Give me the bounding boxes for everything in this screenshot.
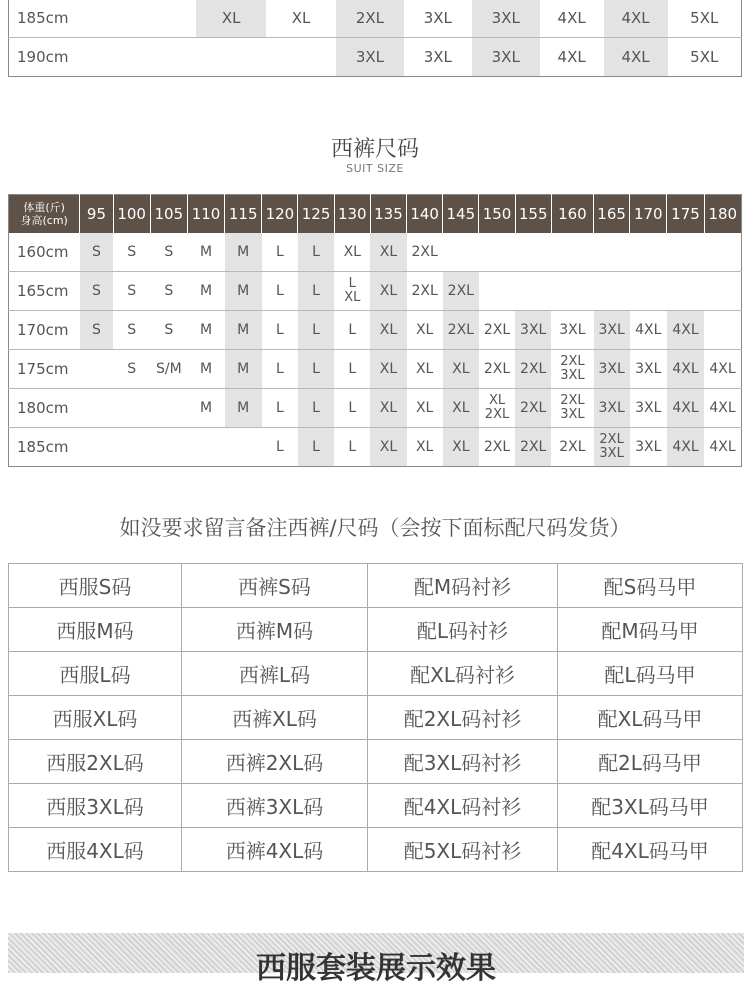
weight-header: 150 <box>479 195 515 234</box>
size-cell: 3XL <box>336 38 404 77</box>
size-cell <box>515 272 551 311</box>
weight-header: 100 <box>113 195 150 234</box>
set-cell: 配3XL码马甲 <box>558 784 743 828</box>
size-cell: S <box>113 233 150 272</box>
size-cell: 2XL <box>443 272 479 311</box>
row-height-label: 160cm <box>9 233 80 272</box>
weight-header: 115 <box>225 195 262 234</box>
size-cell <box>187 428 224 467</box>
size-cell: XL <box>370 350 406 389</box>
top-size-table-body <box>9 0 742 77</box>
size-cell: M <box>187 272 224 311</box>
size-cell: 4XL <box>667 389 704 428</box>
set-cell: 西服XL码 <box>9 696 182 740</box>
size-cell: M <box>187 311 224 350</box>
size-cell <box>479 272 515 311</box>
size-cell: L <box>298 350 334 389</box>
banner-title: 西服套装展示效果 <box>256 951 496 986</box>
size-cell: XL <box>443 389 479 428</box>
size-cell: S <box>150 233 187 272</box>
pants-table-header <box>9 195 742 234</box>
size-cell: XL 2XL <box>479 389 515 428</box>
size-cell: S <box>113 272 150 311</box>
weight-header: 140 <box>407 195 443 234</box>
size-cell: 4XL <box>540 0 604 38</box>
size-cell: 2XL <box>336 0 404 38</box>
size-cell: M <box>187 233 224 272</box>
size-cell: 4XL <box>557 48 586 66</box>
table-row <box>9 564 743 608</box>
weight-header: 120 <box>262 195 298 234</box>
top-size-table <box>8 0 742 77</box>
size-cell: S <box>80 272 113 311</box>
row-height-label: 170cm <box>9 311 80 350</box>
pants-size-subtitle: SUIT SIZE <box>346 162 404 175</box>
size-cell: L <box>275 438 284 455</box>
size-cell: 5XL <box>690 48 719 66</box>
table-row <box>9 0 742 38</box>
size-cell: 4XL <box>667 311 704 350</box>
size-cell: 2XL <box>479 350 515 389</box>
size-cell <box>266 38 336 77</box>
size-cell: L <box>334 311 370 350</box>
size-cell <box>704 233 741 272</box>
set-size-table-body <box>9 564 743 872</box>
weight-header: 180 <box>704 195 741 234</box>
size-cell: 3XL <box>630 350 667 389</box>
set-cell: 西服4XL码 <box>9 828 182 872</box>
row-height-label: 185cm <box>17 437 69 456</box>
table-row <box>9 311 742 350</box>
size-cell: 2XL <box>515 428 551 467</box>
pants-table-body <box>9 233 742 467</box>
size-cell: XL <box>407 350 443 389</box>
row-height-label: 185cm <box>9 0 197 38</box>
size-cell <box>667 233 704 272</box>
set-cell: 配M码马甲 <box>558 608 743 652</box>
size-cell: L <box>262 389 298 428</box>
set-cell: 西裤4XL码 <box>182 828 368 872</box>
size-cell: 4XL <box>709 438 736 455</box>
size-cell: XL <box>334 233 370 272</box>
size-cell: L <box>298 272 334 311</box>
set-cell: 配L码衬衫 <box>368 608 558 652</box>
size-cell: 4XL <box>704 350 741 389</box>
display-banner <box>8 933 744 986</box>
size-cell: 3XL <box>515 311 551 350</box>
size-cell: 2XL <box>483 438 511 455</box>
size-cell: L <box>262 311 298 350</box>
set-cell: 西裤2XL码 <box>182 740 368 784</box>
set-cell: 配4XL码衬衫 <box>368 784 558 828</box>
size-cell: 3XL <box>472 0 540 38</box>
size-cell: L <box>348 438 357 455</box>
size-cell: S <box>80 311 113 350</box>
size-cell: L <box>298 389 334 428</box>
size-cell: S <box>113 311 150 350</box>
set-cell: 配XL码马甲 <box>558 696 743 740</box>
set-cell: 配XL码衬衫 <box>368 652 558 696</box>
weight-header: 125 <box>298 195 334 234</box>
size-cell: 2XL <box>515 350 551 389</box>
size-cell: 4XL <box>667 350 704 389</box>
size-cell <box>704 272 741 311</box>
size-cell: 4XL <box>630 311 667 350</box>
size-cell: 5XL <box>668 0 742 38</box>
weight-header: 130 <box>334 195 370 234</box>
size-cell: 3XL <box>423 48 452 66</box>
size-cell: 2XL <box>407 272 443 311</box>
set-size-table <box>8 563 743 872</box>
size-cell: XL <box>370 428 406 467</box>
size-cell: S <box>113 350 150 389</box>
size-cell <box>594 233 630 272</box>
table-row <box>9 233 742 272</box>
table-row <box>9 696 743 740</box>
table-row <box>9 350 742 389</box>
size-cell <box>515 233 551 272</box>
size-cell: 3XL <box>404 0 472 38</box>
size-cell: XL <box>407 311 443 350</box>
weight-header: 105 <box>150 195 187 234</box>
size-cell: 2XL 3XL <box>551 350 593 389</box>
set-cell: 西裤S码 <box>182 564 368 608</box>
set-cell: 配5XL码衬衫 <box>368 828 558 872</box>
set-cell: 配L码马甲 <box>558 652 743 696</box>
size-cell: 3XL <box>594 389 630 428</box>
weight-header: 110 <box>187 195 224 234</box>
table-row <box>9 652 743 696</box>
corner-weight-label: 体重(斤) <box>23 201 65 214</box>
size-cell: 2XL <box>407 233 443 272</box>
header-corner <box>9 195 80 234</box>
size-cell: L <box>298 233 334 272</box>
size-cell <box>113 389 150 428</box>
size-cell: 2XL <box>479 311 515 350</box>
size-cell: M <box>225 389 262 428</box>
size-cell: 4XL <box>704 389 741 428</box>
size-cell <box>667 272 704 311</box>
size-cell <box>704 311 741 350</box>
size-cell: XL <box>443 350 479 389</box>
set-cell: 西服L码 <box>9 652 182 696</box>
size-cell: L <box>334 389 370 428</box>
size-cell: 3XL <box>472 38 540 77</box>
set-cell: 西服M码 <box>9 608 182 652</box>
size-cell: XL <box>443 428 479 467</box>
size-cell <box>80 428 113 467</box>
size-cell <box>594 272 630 311</box>
set-cell: 西裤L码 <box>182 652 368 696</box>
size-cell: 3XL <box>594 350 630 389</box>
size-cell <box>630 272 667 311</box>
size-cell: L <box>262 233 298 272</box>
size-cell: S <box>80 233 113 272</box>
size-cell: 2XL <box>559 438 586 455</box>
set-cell: 配2L码马甲 <box>558 740 743 784</box>
size-cell: 3XL <box>635 438 662 455</box>
size-cell: S <box>150 311 187 350</box>
table-row <box>9 38 742 77</box>
weight-header: 165 <box>594 195 630 234</box>
set-cell: 西裤XL码 <box>182 696 368 740</box>
size-cell <box>443 233 479 272</box>
size-cell: M <box>225 233 262 272</box>
size-cell: M <box>187 350 224 389</box>
size-cell: XL <box>407 389 443 428</box>
size-cell <box>113 428 150 467</box>
size-cell: XL <box>415 438 434 455</box>
size-cell <box>196 38 266 77</box>
set-cell: 配3XL码衬衫 <box>368 740 558 784</box>
size-cell: S/M <box>150 350 187 389</box>
size-cell: XL <box>370 272 406 311</box>
table-row <box>9 272 742 311</box>
size-cell: 2XL <box>443 311 479 350</box>
size-cell: XL <box>370 389 406 428</box>
size-cell <box>630 233 667 272</box>
size-cell: 3XL <box>551 311 593 350</box>
table-row <box>9 608 743 652</box>
table-row <box>9 784 743 828</box>
set-cell: 配S码马甲 <box>558 564 743 608</box>
size-cell: 3XL <box>630 389 667 428</box>
size-cell: 2XL <box>515 389 551 428</box>
weight-header: 155 <box>515 195 551 234</box>
pants-size-table <box>8 194 742 467</box>
table-row <box>9 740 743 784</box>
size-cell: L <box>334 350 370 389</box>
size-cell <box>225 428 262 467</box>
size-cell: L <box>262 272 298 311</box>
set-cell: 配4XL码马甲 <box>558 828 743 872</box>
size-cell: M <box>187 389 224 428</box>
row-height-label: 175cm <box>9 350 80 389</box>
weight-header: 145 <box>443 195 479 234</box>
weight-header: 160 <box>551 195 593 234</box>
table-row <box>9 428 742 467</box>
size-cell: XL <box>370 233 406 272</box>
size-cell <box>551 233 593 272</box>
size-cell: 4XL <box>604 38 668 77</box>
weight-header: 95 <box>80 195 113 234</box>
corner-height-label: 身高(cm) <box>20 214 68 227</box>
set-cell: 西服2XL码 <box>9 740 182 784</box>
set-cell: 西裤3XL码 <box>182 784 368 828</box>
size-cell: 4XL <box>604 0 668 38</box>
size-cell: 2XL 3XL <box>551 389 593 428</box>
size-cell: L <box>262 350 298 389</box>
size-cell: S <box>150 272 187 311</box>
size-cell <box>150 389 187 428</box>
size-cell: 3XL <box>594 311 630 350</box>
row-height-label: 180cm <box>9 389 80 428</box>
size-cell: 4XL <box>667 428 704 467</box>
size-cell: L XL <box>334 272 370 311</box>
weight-header: 135 <box>370 195 406 234</box>
set-cell: 西服S码 <box>9 564 182 608</box>
pants-size-title: 西裤尺码 <box>330 137 419 162</box>
row-height-label: 190cm <box>17 48 69 66</box>
table-row <box>9 389 742 428</box>
size-cell <box>150 428 187 467</box>
table-row <box>9 828 743 872</box>
size-cell: XL <box>266 0 336 38</box>
size-cell: M <box>225 311 262 350</box>
size-cell: M <box>225 272 262 311</box>
size-cell: M <box>225 350 262 389</box>
size-cell: 2XL 3XL <box>594 428 630 467</box>
size-cell: XL <box>370 311 406 350</box>
row-height-label: 165cm <box>9 272 80 311</box>
size-cell: L <box>298 311 334 350</box>
weight-header: 170 <box>630 195 667 234</box>
size-cell <box>80 389 113 428</box>
size-cell: XL <box>196 0 266 38</box>
set-cell: 西服3XL码 <box>9 784 182 828</box>
set-cell: 配M码衬衫 <box>368 564 558 608</box>
size-cell <box>479 233 515 272</box>
size-cell: L <box>298 428 334 467</box>
size-cell <box>80 350 113 389</box>
size-cell <box>551 272 593 311</box>
weight-header: 175 <box>667 195 704 234</box>
set-cell: 配2XL码衬衫 <box>368 696 558 740</box>
set-cell: 西裤M码 <box>182 608 368 652</box>
default-size-note: 如没要求留言备注西裤/尺码（会按下面标配尺码发货） <box>119 516 631 540</box>
